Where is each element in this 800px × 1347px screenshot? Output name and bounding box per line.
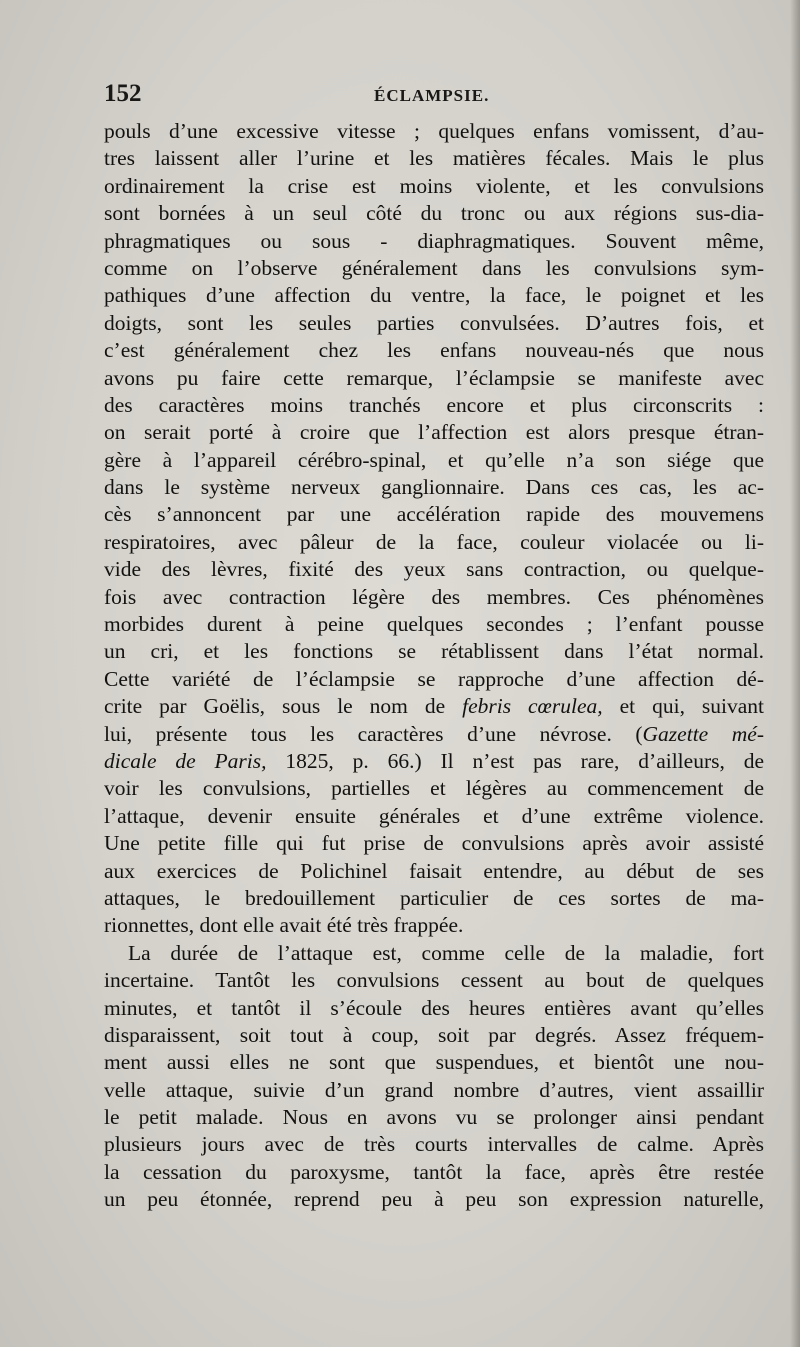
text-line: le petit malade. Nous en avons vu se prolonger ainsi pendant xyxy=(104,1105,764,1130)
text-line: tres laissent aller l’urine et les matières fécales. Mais le plus xyxy=(104,146,764,171)
text-line: sont bornées à un seul côté du tronc ou aux régions sus-dia- xyxy=(104,201,764,226)
text-run: crite par Goëlis, sous le nom de xyxy=(104,694,463,719)
text-line: vide des lèvres, fixité des yeux sans contraction, ou quelque- xyxy=(104,557,764,582)
text-line-paragraph-end: rionnettes, dont elle avait été très frappée. xyxy=(104,913,464,938)
text-line: aux exercices de Polichinel faisait entendre, au début de ses xyxy=(104,858,764,883)
text-line: on serait porté à croire que l’affection est alors presque étran- xyxy=(104,420,764,445)
text-line xyxy=(104,721,764,748)
page-number: 152 xyxy=(104,80,142,107)
text-line: disparaissent, soit tout à coup, soit par degrés. Assez fréquem- xyxy=(104,1022,764,1047)
text-line: ordinairement la crise est moins violente, et les convulsions xyxy=(104,173,764,198)
text-line: pathiques d’une affection du ventre, la face, le poignet et les xyxy=(104,283,764,308)
text-line xyxy=(104,748,764,775)
text-line: plusieurs jours avec de très courts intervalles de calme. Après xyxy=(104,1132,764,1157)
text-run: 1825, p. 66.) Il n’est pas rare, d’ailleurs, de xyxy=(266,748,764,773)
text-line: fois avec contraction légère des membres. Ces phénomènes xyxy=(104,584,764,609)
text-line: doigts, sont les seules parties convulsées. D’autres fois, et xyxy=(104,310,764,335)
text-run: et qui, suivant xyxy=(602,694,764,719)
page-edge-shadow xyxy=(790,0,800,1347)
text-line: velle attaque, suivie d’un grand nombre d’autres, vient assaillir xyxy=(104,1077,764,1102)
text-line: un peu étonnée, reprend peu à peu son expression naturelle, xyxy=(104,1187,764,1212)
text-line: avons pu faire cette remarque, l’éclampsie se manifeste avec xyxy=(104,365,764,390)
page-header xyxy=(104,80,764,116)
text-line: incertaine. Tantôt les convulsions cessent au bout de quelques xyxy=(104,968,764,993)
text-line: attaques, le bredouillement particulier de ces sortes de ma- xyxy=(104,885,764,910)
text-line: Une petite fille qui fut prise de convulsions après avoir assisté xyxy=(104,831,764,856)
running-head: ÉCLAMPSIE. xyxy=(374,86,490,105)
text-line: phragmatiques ou sous - diaphragmatiques. Souvent même, xyxy=(104,228,764,253)
body-text xyxy=(104,118,764,1214)
text-line: dans le système nerveux ganglionnaire. Dans ces cas, les ac- xyxy=(104,475,764,500)
text-line: voir les convulsions, partielles et légères au commencement de xyxy=(104,776,764,801)
italic-citation: Gazette mé- xyxy=(642,721,764,746)
text-line: c’est généralement chez les enfans nouveau-nés que nous xyxy=(104,338,764,363)
text-line: minutes, et tantôt il s’écoule des heures entières avant qu’elles xyxy=(104,995,764,1020)
text-line: gère à l’appareil cérébro-spinal, et qu’elle n’a son siége que xyxy=(104,447,764,472)
text-line: morbides durent à peine quelques secondes ; l’enfant pousse xyxy=(104,612,764,637)
text-line: comme on l’observe généralement dans les convulsions sym- xyxy=(104,255,764,280)
text-line-paragraph-start: La durée de l’attaque est, comme celle de la maladie, fort xyxy=(128,940,764,965)
text-line: ment aussi elles ne sont que suspendues, et bientôt une nou- xyxy=(104,1050,764,1075)
text-line: pouls d’une excessive vitesse ; quelques enfans vomissent, d’au- xyxy=(104,119,764,143)
text-line: cès s’annoncent par une accélération rapide des mouvemens xyxy=(104,502,764,527)
italic-term: febris cœrulea, xyxy=(462,694,603,719)
text-line: la cessation du paroxysme, tantôt la face, après être restée xyxy=(104,1159,764,1184)
text-run: lui, présente tous les caractères d’une névrose. ( xyxy=(104,721,643,746)
text-line: Cette variété de l’éclampsie se rapproche d’une affection dé- xyxy=(104,666,764,691)
italic-citation: dicale de Paris, xyxy=(104,748,267,773)
text-line: respiratoires, avec pâleur de la face, couleur violacée ou li- xyxy=(104,529,764,554)
text-line: des caractères moins tranchés encore et plus circonscrits : xyxy=(104,392,764,417)
text-line xyxy=(104,693,764,720)
text-line: un cri, et les fonctions se rétablissent dans l’état normal. xyxy=(104,639,764,664)
text-line: l’attaque, devenir ensuite générales et d’une extrême violence. xyxy=(104,803,764,828)
